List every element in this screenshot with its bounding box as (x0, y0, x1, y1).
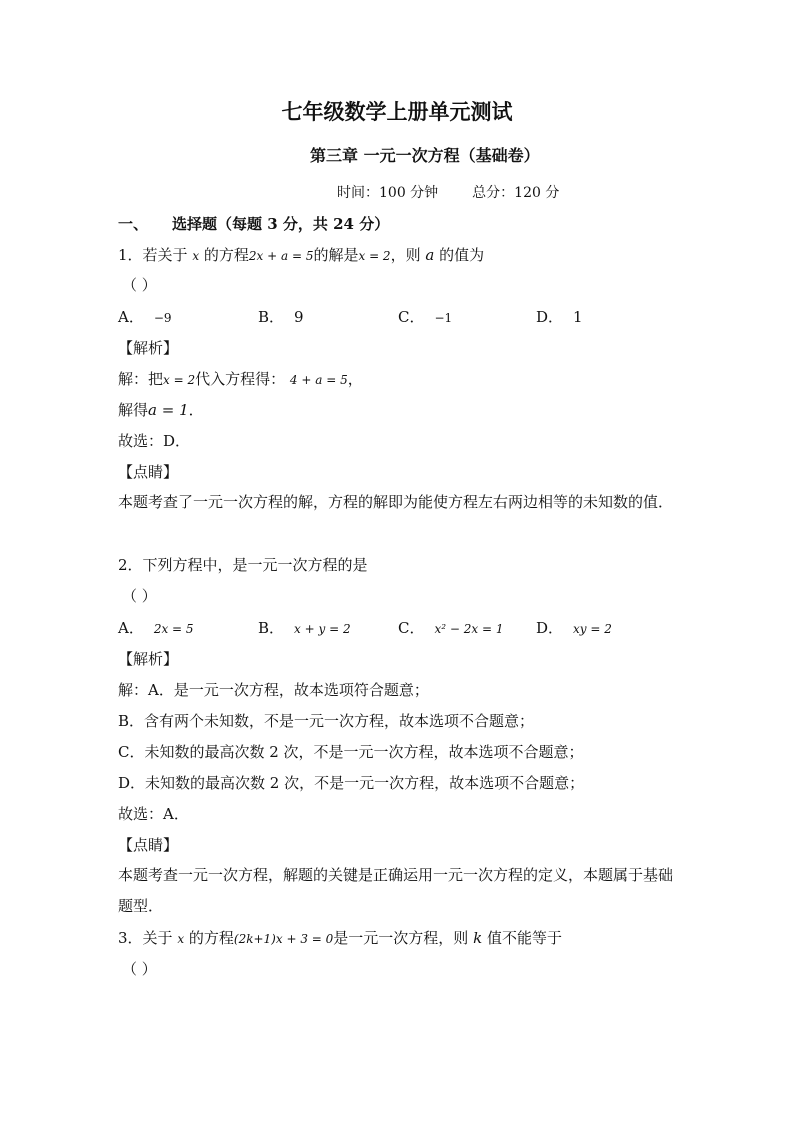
question-1-stem (118, 244, 484, 267)
q1-text-prefix: 1．若关于 (118, 246, 188, 264)
q2-solution-line-5: 故选：A． (118, 805, 189, 823)
q2-comment-text: 本题考查一元一次方程，解题的关键是正确运用一元一次方程的定义，本题属于基础题型． (118, 866, 674, 915)
total-score: 总分：120 分 (472, 185, 560, 201)
q2-answer-bracket: （ ） (122, 587, 157, 605)
section-title: 选择题（每题 3 分，共 24 分） (172, 215, 390, 233)
q1-solution: x = 2 (358, 249, 391, 263)
q1-text-mid1: 的方程 (203, 246, 249, 264)
q1-text-suffix: 的值为 (439, 246, 485, 264)
question-3-stem: 3．关于 x 的方程(2k+1)x + 3 = 0是一元一次方程，则 k 值不能等于 (118, 929, 562, 947)
time-limit: 时间：100 分钟 (337, 185, 439, 201)
q1-comment-text: 本题考查了一元一次方程的解，方程的解即为能使方程左右两边相等的未知数的值． (118, 493, 674, 511)
q2-option-a: A． 2x = 5 (118, 619, 194, 637)
q1-comment-label: 【点睛】 (118, 463, 179, 481)
q2-comment-label: 【点睛】 (118, 836, 179, 854)
q2-option-c: C． x² − 2x = 1 (398, 619, 504, 637)
q2-option-b: B． x + y = 2 (258, 619, 351, 637)
section-heading (118, 213, 389, 235)
q1-option-c: C． −1 (398, 308, 453, 326)
q1-text-mid3: ，则 (390, 246, 421, 264)
q2-solution-line-4: D．未知数的最高次数 2 次，不是一元一次方程，故本选项不合题意； (118, 774, 585, 792)
q1-option-a: A． −9 (118, 308, 172, 326)
q1-text-mid2: 的解是 (313, 246, 359, 264)
q1-option-b: B． 9 (258, 308, 304, 326)
q3-answer-bracket: （ ） (122, 960, 157, 978)
question-2-stem: 2．下列方程中，是一元一次方程的是 (118, 556, 368, 574)
q1-options (118, 306, 678, 328)
exam-info (337, 182, 559, 204)
q1-solution-line-3: 故选：D． (118, 432, 191, 450)
chapter-subtitle: 第三章 一元一次方程（基础卷） (310, 146, 540, 165)
q2-solution-line-3: C．未知数的最高次数 2 次，不是一元一次方程，故本选项不合题意； (118, 743, 584, 761)
q2-solution-line-2: B．含有两个未知数，不是一元一次方程，故本选项不合题意； (118, 712, 535, 730)
q2-solution-line-1: 解：A．是一元一次方程，故本选项符合题意； (118, 681, 429, 699)
section-number: 一、 (118, 215, 149, 233)
q1-analysis-label: 【解析】 (118, 339, 179, 357)
q1-a-variable: a (425, 246, 435, 264)
q1-solution-line-1: 解：把x = 2代入方程得： 4 + a = 5， (118, 370, 363, 388)
q1-variable: x (192, 249, 200, 263)
page-title: 七年级数学上册单元测试 (281, 99, 513, 124)
q1-answer-bracket: （ ） (122, 276, 157, 294)
q2-options (118, 617, 678, 639)
q2-option-d: D． xy = 2 (536, 619, 612, 637)
q1-option-d: D． 1 (536, 308, 583, 326)
q1-solution-line-2: 解得a = 1． (118, 401, 204, 419)
q1-equation: 2x + a = 5 (248, 249, 314, 263)
q2-analysis-label: 【解析】 (118, 650, 179, 668)
